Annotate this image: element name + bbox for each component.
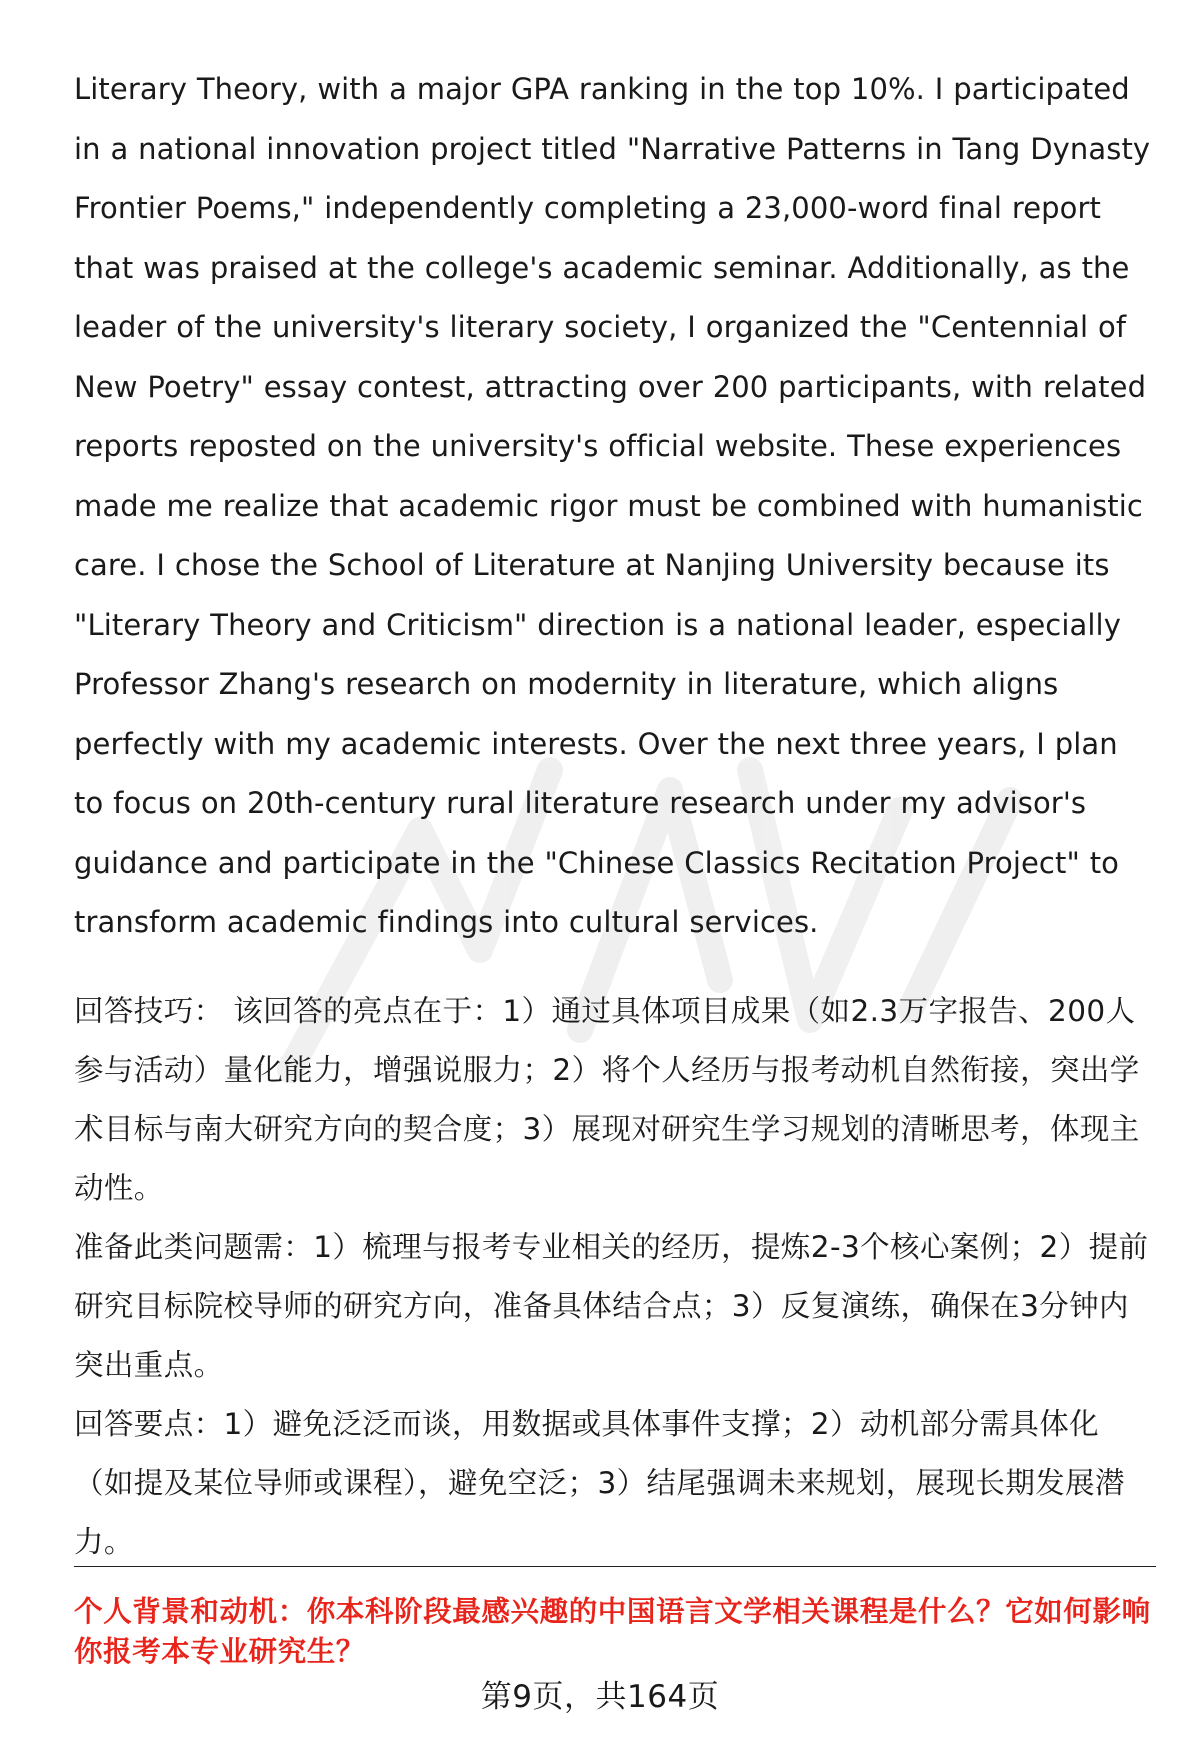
answer-tips-section	[74, 982, 1154, 1572]
answer-technique: 回答技巧： 该回答的亮点在于：1）通过具体项目成果（如2.3万字报告、200人参与活动）量化能力，增强说服力；2）将个人经历与报考动机自然衔接，突出学术目标与南大研究方向的契合度；3）展现对研究生学习规划的清晰思考，体现主动性。	[74, 994, 1140, 1205]
next-question-heading: 个人背景和动机：你本科阶段最感兴趣的中国语言文学相关课程是什么？它如何影响你报考本专业研究生？	[74, 1595, 1151, 1668]
answer-paragraph: Literary Theory, with a major GPA ranking in the top 10%. I participated in a national innovation project titled "Narrative Patterns in Tang Dynasty Frontier Poems," independently completing a 23,000-word final report that was praised at the college's academic seminar. Additionally, as the leader of the university's literary society, I organized the "Centennial of New Poetry" essay contest, attracting over 200 participants, with related reports reposted on the university's official website. These experiences made me realize that academic rigor must be combined with humanistic care. I chose the School of Literature at Nanjing University because its "Literary Theory and Criticism" direction is a national leader, especially Professor Zhang's research on modernity in literature, which aligns perfectly with my academic interests. Over the next three years, I plan to focus on 20th-century rural literature research under my advisor's guidance and participate in the "Chinese Classics Recitation Project" to transform academic findings into cultural services.	[74, 72, 1151, 939]
preparation-advice: 准备此类问题需：1）梳理与报考专业相关的经历，提炼2-3个核心案例；2）提前研究目标院校导师的研究方向，准备具体结合点；3）反复演练，确保在3分钟内突出重点。	[74, 1230, 1149, 1382]
section-divider	[74, 1566, 1156, 1567]
answer-section	[74, 60, 1154, 953]
page-number: 第9页，共164页	[480, 1679, 720, 1715]
answer-key-points: 回答要点：1）避免泛泛而谈，用数据或具体事件支撑；2）动机部分需具体化（如提及某位导师或课程），避免空泛；3）结尾强调未来规划，展现长期发展潜力。	[74, 1407, 1125, 1559]
